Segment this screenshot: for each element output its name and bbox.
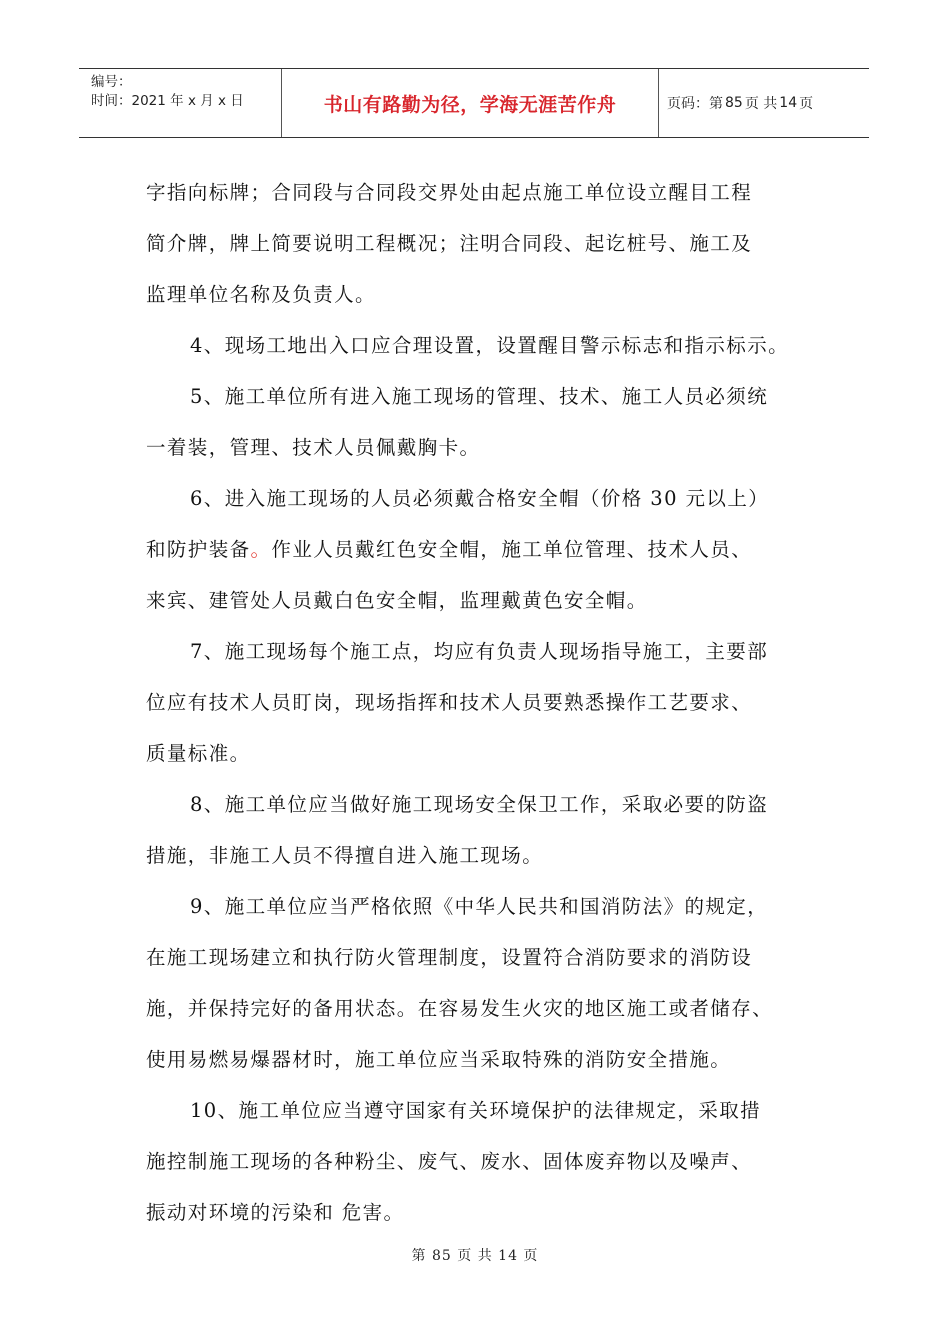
header-info xyxy=(79,69,282,137)
text-segment: 和防护装备 xyxy=(146,538,251,561)
text-line: 振动对环境的污染和 危害。 xyxy=(146,1201,405,1224)
paragraph-2 xyxy=(146,320,826,371)
paragraph-5 xyxy=(146,626,826,779)
paragraph-6 xyxy=(146,779,826,881)
header-motto: 书山有路勤为径，学海无涯苦作舟 xyxy=(282,69,659,137)
paragraph-4 xyxy=(146,473,826,626)
time-label: 时间：2021 年 x 月 x 日 xyxy=(91,93,244,109)
page-end: 页 xyxy=(799,96,814,112)
text-line: 质量标准。 xyxy=(146,742,251,765)
paragraph-1 xyxy=(146,167,826,320)
text-line: 位应有技术人员盯岗，现场指挥和技术人员要熟悉操作工艺要求、 xyxy=(146,691,753,714)
paragraph-3 xyxy=(146,371,826,473)
text-line: 8、施工单位应当做好施工现场安全保卫工作，采取必要的防盗 xyxy=(190,793,769,816)
page-mid: 页 共 xyxy=(744,96,778,112)
text-line: 6、进入施工现场的人员必须戴合格安全帽（价格 30 元以上） xyxy=(190,487,770,510)
text-line: 7、施工现场每个施工点，均应有负责人现场指导施工，主要部 xyxy=(190,640,769,663)
text-line: 10、施工单位应当遵守国家有关环境保护的法律规定，采取措 xyxy=(190,1099,762,1122)
text-line: 在施工现场建立和执行防火管理制度，设置符合消防要求的消防设 xyxy=(146,946,753,969)
text-line: 措施，非施工人员不得擅自进入施工现场。 xyxy=(146,844,544,867)
paragraph-7 xyxy=(146,881,826,1085)
highlight-punct: 。 xyxy=(250,538,272,561)
page-label: 页码：第 xyxy=(667,96,723,112)
text-segment: 作业人员戴红色安全帽，施工单位管理、技术人员、 xyxy=(271,538,753,561)
text-line: 4、现场工地出入口应合理设置，设置醒目警示标志和指示标示。 xyxy=(190,334,790,357)
text-line: 字指向标牌；合同段与合同段交界处由起点施工单位设立醒目工程 xyxy=(146,181,753,204)
page-number: 85 xyxy=(725,95,743,111)
page-total: 14 xyxy=(779,95,798,111)
text-line: 一着装，管理、技术人员佩戴胸卡。 xyxy=(146,436,481,459)
text-line: 简介牌，牌上简要说明工程概况；注明合同段、起讫桩号、施工及 xyxy=(146,232,753,255)
text-line: 5、施工单位所有进入施工现场的管理、技术、施工人员必须统 xyxy=(190,385,769,408)
paragraph-8 xyxy=(146,1085,826,1238)
text-line: 来宾、建管处人员戴白色安全帽，监理戴黄色安全帽。 xyxy=(146,589,648,612)
text-line xyxy=(146,524,826,575)
page-footer: 第 85 页 共 14 页 xyxy=(411,1248,539,1264)
page-header xyxy=(79,68,869,138)
text-line: 使用易燃易爆器材时，施工单位应当采取特殊的消防安全措施。 xyxy=(146,1048,732,1071)
text-line: 监理单位名称及负责人。 xyxy=(146,283,376,306)
document-body xyxy=(146,167,826,1238)
number-label: 编号： xyxy=(91,74,132,90)
text-line: 施控制施工现场的各种粉尘、废气、废水、固体废弃物以及噪声、 xyxy=(146,1150,753,1173)
header-page-info xyxy=(659,69,869,137)
text-line: 9、施工单位应当严格依照《中华人民共和国消防法》的规定， xyxy=(190,895,769,918)
text-line: 施，并保持完好的备用状态。在容易发生火灾的地区施工或者储存、 xyxy=(146,997,774,1020)
